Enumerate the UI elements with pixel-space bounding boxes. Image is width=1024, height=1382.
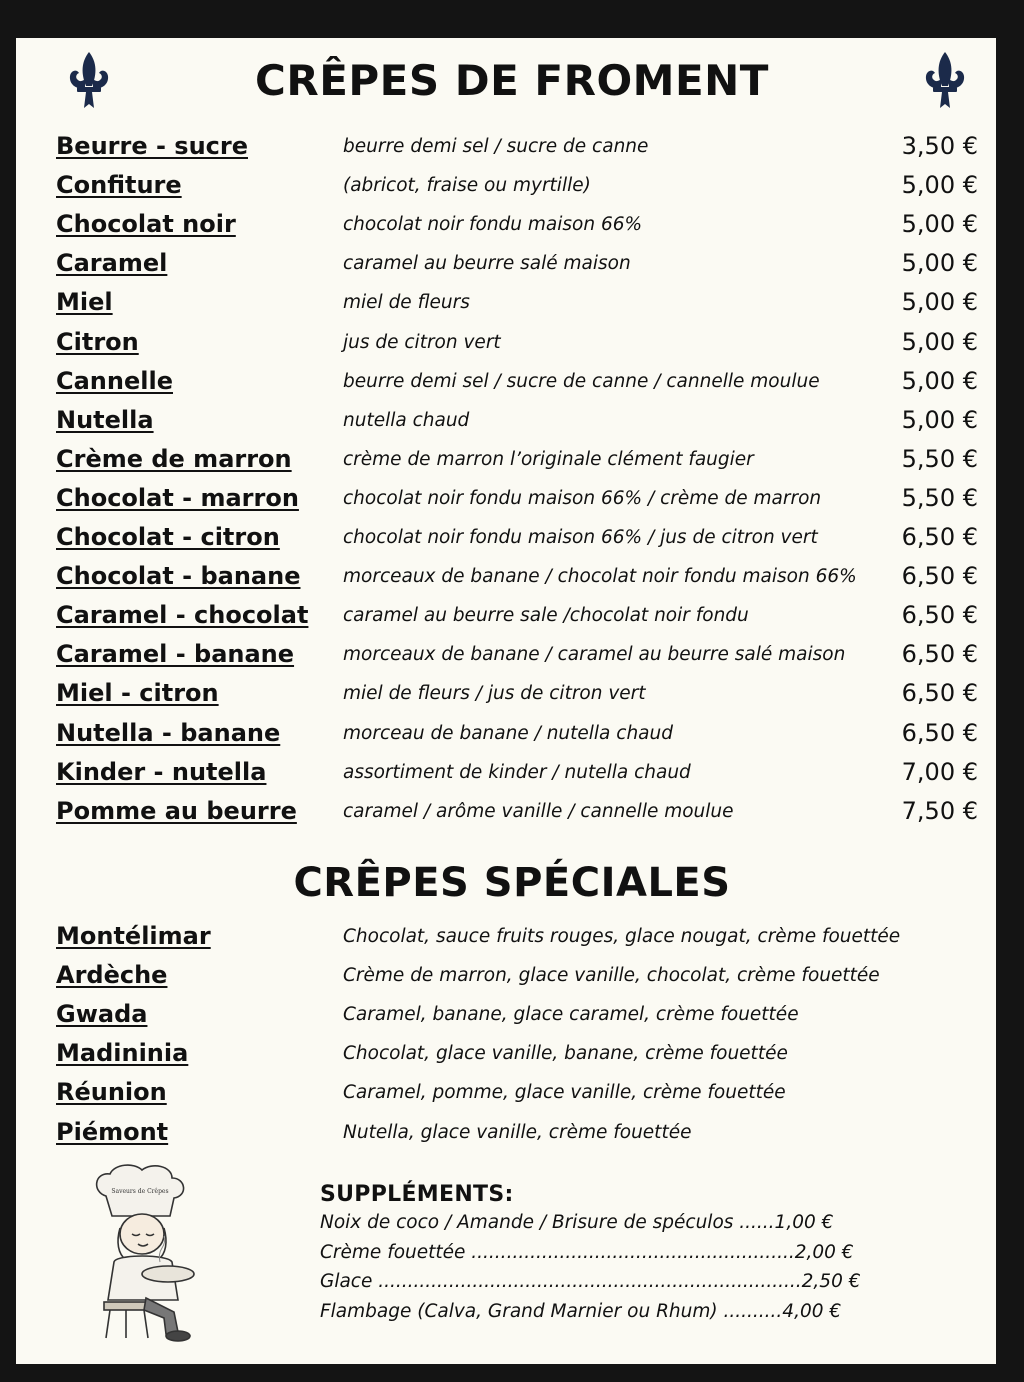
menu-item-price: 6,50 €: [901, 601, 978, 630]
menu-item: [0, 287, 1024, 326]
menu-item-description: miel de fleurs / jus de citron vert: [343, 683, 646, 705]
menu-item: [0, 209, 1024, 248]
menu-item: [0, 796, 1024, 835]
menu-item-description: jus de citron vert: [343, 331, 501, 353]
special-item: [0, 921, 1024, 960]
special-item-description: Chocolat, glace vanille, banane, crème fouettée: [343, 1043, 788, 1065]
menu-item-name: Crème de marron: [56, 444, 292, 473]
menu-title: CRÊPES DE FROMENT: [255, 56, 769, 105]
menu-item-name: Confiture: [56, 171, 182, 200]
menu-item: [0, 522, 1024, 561]
menu-item-price: 7,00 €: [901, 757, 978, 786]
special-item-name: Piémont: [56, 1117, 169, 1146]
special-item: [0, 999, 1024, 1038]
menu-item-description: beurre demi sel / sucre de canne / cannelle moulue: [343, 370, 820, 392]
menu-item-description: assortiment de kinder / nutella chaud: [343, 761, 691, 783]
supplement-line: Flambage (Calva, Grand Marnier ou Rhum) ..........4,00 €: [320, 1300, 842, 1322]
menu-item-price: 5,00 €: [901, 249, 978, 278]
special-item: [0, 1038, 1024, 1077]
menu-item-price: 6,50 €: [901, 718, 978, 747]
specials-title: CRÊPES SPÉCIALES: [293, 860, 731, 906]
menu-item-price: 3,50 €: [901, 132, 978, 160]
special-item: [0, 1077, 1024, 1116]
menu-item-name: Pomme au beurre: [56, 796, 297, 825]
menu-item-description: beurre demi sel / sucre de canne: [343, 136, 649, 157]
menu-item-price: 5,00 €: [901, 405, 978, 434]
menu-item: [0, 561, 1024, 600]
supplement-line: Crème fouettée .......................................................2,00 €: [320, 1241, 854, 1263]
menu-item-price: 5,00 €: [901, 327, 978, 356]
menu-item-price: 5,50 €: [901, 483, 978, 512]
menu-item-price: 5,00 €: [901, 171, 978, 200]
menu-item-price: 6,50 €: [901, 679, 978, 708]
special-item-name: Montélimar: [56, 922, 211, 950]
menu-item-name: Chocolat noir: [56, 210, 236, 239]
menu-item-name: Citron: [56, 327, 139, 356]
menu-item-description: caramel au beurre sale /chocolat noir fondu: [343, 605, 749, 627]
menu-item: [0, 639, 1024, 678]
menu-item-name: Kinder - nutella: [56, 757, 267, 786]
menu-item-description: caramel au beurre salé maison: [343, 253, 631, 275]
menu-item-price: 7,50 €: [901, 796, 978, 825]
menu-item-description: caramel / arôme vanille / cannelle moulue: [343, 800, 734, 822]
special-item-description: Caramel, pomme, glace vanille, crème fouettée: [343, 1082, 786, 1104]
menu-item-description: chocolat noir fondu maison 66% / crème de marron: [343, 487, 822, 509]
special-item: [0, 960, 1024, 999]
menu-item: [0, 366, 1024, 405]
menu-item-description: morceaux de banane / chocolat noir fondu maison 66%: [343, 566, 857, 588]
menu-item-name: Caramel: [56, 249, 168, 278]
menu-item-description: chocolat noir fondu maison 66% / jus de citron vert: [343, 527, 818, 548]
menu-item-price: 6,50 €: [901, 640, 978, 669]
menu-item-price: 6,50 €: [901, 562, 978, 591]
supplement-line: Glace ........................................................................2,50 €: [320, 1271, 861, 1292]
menu-item: [0, 757, 1024, 796]
special-item-name: Madininia: [56, 1039, 189, 1068]
menu-item-description: (abricot, fraise ou myrtille): [343, 175, 591, 197]
menu-item-price: 5,50 €: [901, 444, 978, 473]
menu-item-description: chocolat noir fondu maison 66%: [343, 214, 643, 236]
menu-item: [0, 678, 1024, 717]
menu-item-name: Miel - citron: [56, 679, 219, 708]
menu-item-description: crème de marron l’originale clément faugier: [343, 448, 754, 470]
menu-item-name: Chocolat - banane: [56, 562, 301, 591]
supplement-line: Noix de coco / Amande / Brisure de spéculos ......1,00 €: [320, 1212, 834, 1233]
special-item-name: Ardèche: [56, 961, 168, 990]
menu-item: [0, 483, 1024, 522]
chef-hat-text: Saveurs de Crêpes: [111, 1188, 169, 1195]
menu-item-price: 5,00 €: [901, 210, 978, 239]
menu-item: [0, 405, 1024, 444]
special-item-description: Crème de marron, glace vanille, chocolat, crème fouettée: [343, 965, 880, 987]
menu-item-name: Nutella: [56, 405, 154, 434]
menu-item-name: Cannelle: [56, 366, 173, 395]
menu-item-description: morceaux de banane / caramel au beurre salé maison: [343, 644, 846, 666]
special-item: [0, 1117, 1024, 1156]
menu-item-description: nutella chaud: [343, 409, 470, 431]
menu-item: [0, 718, 1024, 757]
menu-item-description: morceau de banane / nutella chaud: [343, 722, 673, 744]
menu-item-name: Caramel - chocolat: [56, 601, 309, 630]
menu-item-name: Chocolat - citron: [56, 523, 280, 551]
special-item-description: Caramel, banane, glace caramel, crème fouettée: [343, 1004, 799, 1026]
menu-item-price: 5,00 €: [901, 288, 978, 317]
chef-illustration: [86, 1162, 206, 1344]
menu-item: [0, 600, 1024, 639]
menu-item-name: Chocolat - marron: [56, 483, 299, 512]
menu-item-price: 6,50 €: [901, 523, 978, 551]
menu-item: [0, 248, 1024, 287]
menu-item-description: miel de fleurs: [343, 292, 470, 314]
menu-item-name: Beurre - sucre: [56, 132, 248, 160]
menu-item-price: 5,00 €: [901, 366, 978, 395]
menu-item: [0, 170, 1024, 209]
menu-item-name: Nutella - banane: [56, 718, 281, 747]
menu-item-name: Miel: [56, 288, 113, 317]
menu-item: [0, 131, 1024, 170]
special-item-name: Réunion: [56, 1078, 167, 1107]
special-item-description: Nutella, glace vanille, crème fouettée: [343, 1121, 692, 1143]
special-item-name: Gwada: [56, 1000, 148, 1029]
menu-item: [0, 327, 1024, 366]
menu-item-name: Caramel - banane: [56, 640, 295, 669]
supplements-title: SUPPLÉMENTS:: [320, 1182, 514, 1207]
special-item-description: Chocolat, sauce fruits rouges, glace nougat, crème fouettée: [343, 926, 901, 947]
menu-item: [0, 444, 1024, 483]
